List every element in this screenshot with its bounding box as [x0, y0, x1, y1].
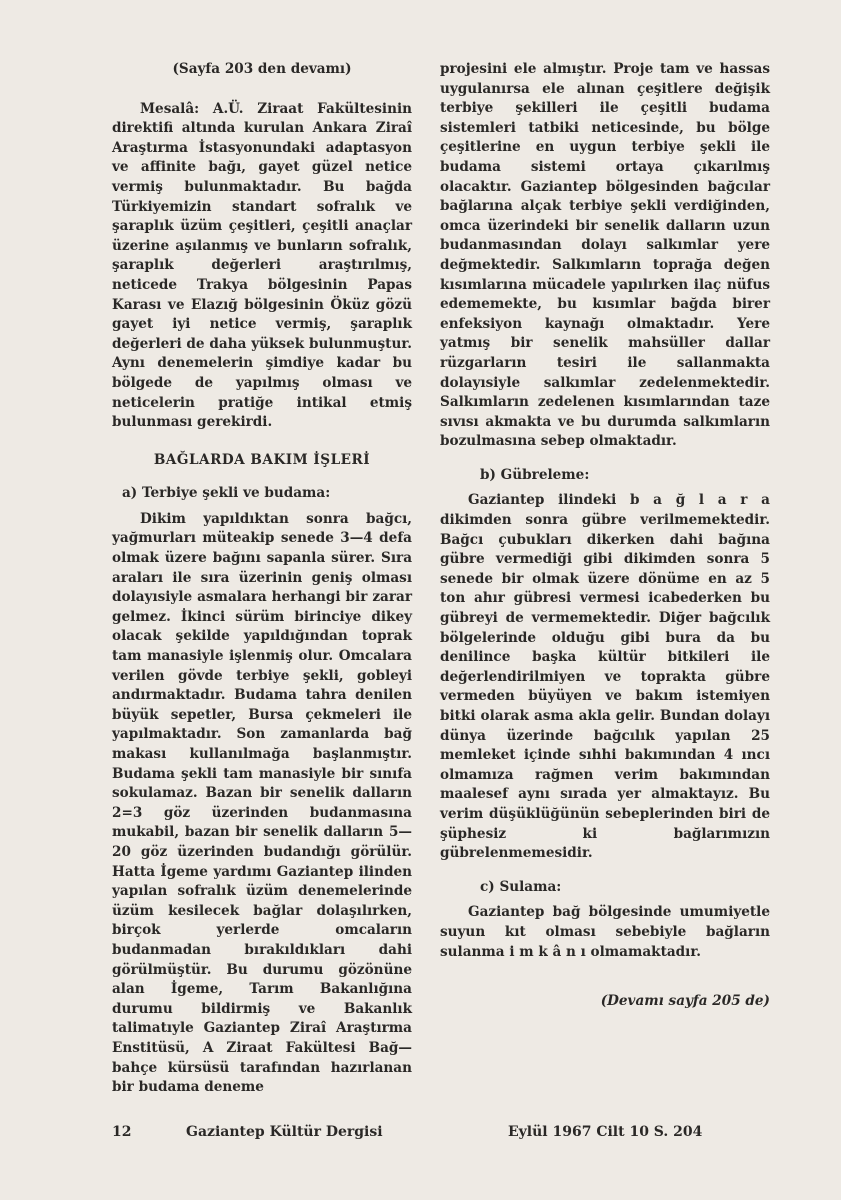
- continued-from-note: (Sayfa 203 den devamı): [172, 61, 352, 77]
- continued-on-note: (Devamı sayfa 205 de): [600, 993, 770, 1010]
- paragraph: projesini ele almıştır. Proje tam ve hassas uygulanırsa ele alınan çeşitlere değişik terbiye şekilleri ile çeşitli budama sistemleri tatbiki neticesinde, bu bölge çeşitlerine en uygun terbiye şekli ile budama sistemi ortaya çıkarılmış olacaktır. Gaziantep bölgesinden bağcılar bağlarına alçak terbiye şekli verdiğinden, omca üzerindeki bir senelik dalların uzun budanmasından dolayı salkımlar yere değmektedir. Salkımların toprağa değen kısımlarına mücadele yapılırken ilaç nüfus edememekte, bu kısımlar bağda birer enfeksiyon kaynağı olmaktadır. Yere yatmış bir senelik mahsüller dallar rüzgarların tesiri ile sallanmakta dolayısiyle salkımlar zedelenmektedir. Salkımların zedelenen kısımlarından taze sıvısı akmakta ve bu durumda salkımların bozulmasına sebep olmaktadır.: [440, 61, 770, 450]
- subheading-b: b) Gübreleme:: [480, 466, 590, 483]
- subheading-c: c) Sulama:: [480, 878, 562, 895]
- paragraph: Gaziantep bağ bölgesinde umumiyetle suyun kıt olması sebebiyle bağların sulanma i m k â n ı olmamaktadır.: [440, 904, 770, 960]
- left-column: [112, 60, 412, 1098]
- paragraph: Mesalâ: A.Ü. Ziraat Fakültesinin direktifi altında kurulan Ankara Ziraî Araştırma İstasyonundaki adaptasyon ve affinite bağı, gayet güzel netice vermiş bulunmaktadır. Bu bağda Türkiyemizin standart sofralık ve şaraplık üzüm çeşitleri, çeşitli anaçlar üzerine aşılanmış ve bunların sofralık, şaraplık değerleri araştırılmış, neticede Trakya bölgesinin Papas Karası ve Elazığ bölgesinin Öküz gözü gayet iyi netice vermiş, şaraplık değerleri de daha yüksek bulunmuştur. Aynı denemelerin şimdiye kadar bu bölgede de yapılmış olması ve neticelerin pratiğe intikal etmiş bulunması gerekirdi.: [112, 100, 412, 431]
- issue-info: Eylül 1967 Cilt 10 S. 204: [508, 1124, 703, 1140]
- page-number: 12: [112, 1124, 132, 1140]
- right-column: [440, 60, 770, 1012]
- section-title: BAĞLARDA BAKIM İŞLERİ: [153, 451, 371, 468]
- subheading-a: a) Terbiye şekli ve budama:: [122, 485, 331, 502]
- journal-title: Gaziantep Kültür Dergisi: [186, 1124, 383, 1140]
- paragraph: Gaziantep ilindeki b a ğ l a r a dikimden sonra gübre verilmemektedir. Bağcı çubukları dikerken dahi bağına gübre vermediği gibi dikimden sonra 5 senede bir olmak üzere dönüme en az 5 ton ahır gübresi vermesi icabederken bu gübreyi de vermemektedir. Diğer bağcılık bölgelerinde olduğu gibi bura da bu denilince başka kültür bitkileri ile değerlendirilmiyen ve toprakta gübre vermeden büyüyen ve bakım istemiyen bitki olarak asma akla gelir. Bundan dolayı dünya üzerinde bağcılık yapılan 25 memleket içinde sıhhi bakımından 4 ıncı olmamıza rağmen verim bakımından maalesef aynı sırada yer almaktayız. Bu verim düşüklüğünün sebeplerinden biri de şüphesiz ki bağlarımızın gübrelenmemesidir.: [440, 492, 770, 862]
- paragraph: Dikim yapıldıktan sonra bağcı, yağmurları müteakip senede 3—4 defa olmak üzere bağını sapanla sürer. Sıra araları ile sıra üzerinin geniş olması dolayısiyle asmalara herhangi bir zarar gelmez. İkinci sürüm birinciye dikey olacak şekilde yapıldığından toprak tam manasiyle işlenmiş olur. Omcalara verilen gövde terbiye şekli, gobleyi andırmaktadır. Budama tahra denilen büyük sepetler, Bursa çekmeleri ile yapılmaktadır. Son zamanlarda bağ makası kullanılmağa başlanmıştır. Budama şekli tam manasiyle bir sınıfa sokulamaz. Bazan bir senelik dalların 2=3 göz üzerinden budanmasına mukabil, bazan bir senelik dalların 5—20 göz üzerinden budandığı görülür. Hatta İgeme yardımı Gaziantep ilinden yapılan sofralık üzüm denemelerinde üzüm kesilecek bağlar dolaşılırken, birçok yerlerde omcaların budanmadan bırakıldıkları dahi görülmüştür. Bu durumu gözönüne alan İgeme, Tarım Bakanlığına durumu bildirmiş ve Bakanlık talimatıyle Gaziantep Ziraî Araştırma Enstitüsü, A Ziraat Fakültesi Bağ— bahçe kürsüsü tarafından hazırlanan bir budama deneme: [112, 510, 412, 1096]
